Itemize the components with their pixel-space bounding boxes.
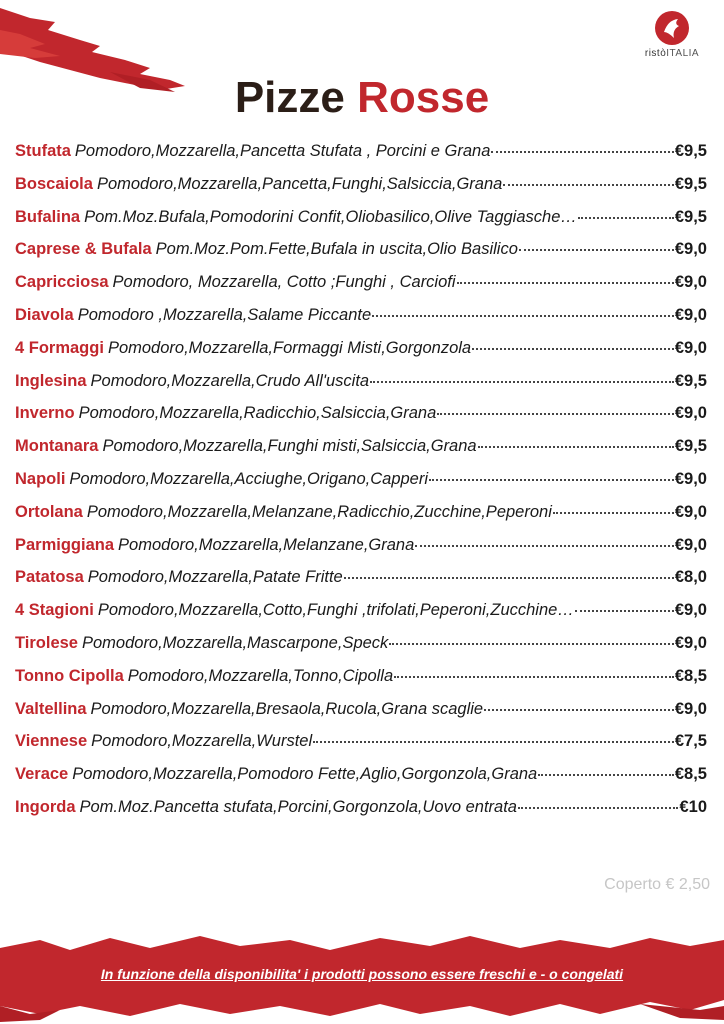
menu-item bbox=[15, 667, 707, 700]
menu-item-description: Pomodoro,Mozzarella,Acciughe,Origano,Capperi bbox=[69, 469, 429, 488]
leader-dots bbox=[478, 445, 674, 448]
menu-item-name: Napoli bbox=[15, 469, 66, 488]
menu-item-name: Tonno Cipolla bbox=[15, 666, 124, 685]
menu-item-description: Pomodoro,Mozzarella,Radicchio,Salsiccia,Grana bbox=[78, 404, 437, 423]
page-title bbox=[0, 68, 724, 128]
menu-item-description: Pomodoro,Mozzarella,Tonno,Cipolla bbox=[127, 666, 394, 685]
menu-item-price: €9,5 bbox=[674, 142, 707, 160]
menu-item bbox=[15, 306, 707, 339]
menu-item bbox=[15, 798, 707, 831]
menu-item bbox=[15, 536, 707, 569]
menu-item-name: Boscaiola bbox=[15, 174, 93, 193]
menu-item-price: €9,0 bbox=[674, 469, 707, 488]
menu-item bbox=[15, 437, 707, 470]
cover-charge: Coperto € 2,50 bbox=[604, 876, 710, 893]
availability-notice: In funzione della disponibilita' i prodotti possono essere freschi e - o congelati bbox=[100, 966, 624, 982]
leader-dots bbox=[553, 511, 674, 514]
leader-dots bbox=[519, 248, 674, 251]
menu-item-price: €9,0 bbox=[674, 273, 707, 292]
menu-item-name: Inglesina bbox=[15, 371, 87, 390]
leader-dots bbox=[503, 183, 674, 186]
menu-item-name: Diavola bbox=[15, 305, 74, 324]
menu-item-name: Stufata bbox=[15, 142, 71, 160]
leader-dots bbox=[491, 150, 673, 153]
leader-dots bbox=[370, 380, 674, 383]
menu-item-description: Pomodoro,Mozzarella,Formaggi Misti,Gorgonzola bbox=[107, 338, 472, 357]
menu-item bbox=[15, 634, 707, 667]
menu-item-description: Pomodoro,Mozzarella,Melanzane,Radicchio,Zucchine,Peperoni bbox=[86, 502, 552, 521]
menu-item bbox=[15, 208, 707, 241]
menu-item-name: 4 Stagioni bbox=[15, 601, 94, 620]
menu-item-description: Pomodoro,Mozzarella,Melanzane,Grana bbox=[118, 535, 415, 554]
logo-text: ristòITALIA bbox=[644, 48, 700, 59]
menu-item-description: Pomodoro,Mozzarella,Patate Fritte bbox=[87, 568, 343, 587]
leader-dots bbox=[484, 708, 674, 711]
menu-item-name: Bufalina bbox=[15, 207, 81, 226]
menu-item-name: Tirolese bbox=[15, 633, 78, 652]
leader-dots bbox=[313, 740, 674, 743]
menu-item bbox=[15, 175, 707, 208]
pizza-menu-list bbox=[15, 142, 707, 831]
menu-item-price: €9,0 bbox=[674, 404, 707, 423]
menu-item-description: Pomodoro,Mozzarella,Pomodoro Fette,Aglio,Gorgonzola,Grana bbox=[72, 765, 538, 784]
menu-item bbox=[15, 470, 707, 503]
leader-dots bbox=[457, 281, 674, 284]
menu-item-name: Valtellina bbox=[15, 699, 87, 718]
menu-item-name: Montanara bbox=[15, 437, 99, 456]
menu-item-description: Pomodoro ,Mozzarella,Salame Piccante bbox=[77, 305, 372, 324]
logo-emblem-icon bbox=[652, 8, 692, 48]
menu-item-name: Inverno bbox=[15, 404, 75, 423]
menu-item bbox=[15, 142, 707, 175]
menu-item-name: Patatosa bbox=[15, 568, 84, 587]
menu-item-description: Pomodoro,Mozzarella,Crudo All'uscita bbox=[90, 371, 370, 390]
title-word-pizze: Pizze bbox=[234, 73, 345, 122]
menu-item-price: €8,5 bbox=[674, 666, 707, 685]
menu-item-price: €9,0 bbox=[674, 699, 707, 718]
menu-item-price: €9,0 bbox=[674, 633, 707, 652]
menu-item bbox=[15, 273, 707, 306]
menu-item-description: Pomodoro, Mozzarella, Cotto ;Funghi , Carciofi bbox=[112, 273, 456, 292]
ristoitalia-logo bbox=[632, 8, 712, 68]
menu-item bbox=[15, 372, 707, 405]
menu-item-price: €9,5 bbox=[674, 371, 707, 390]
menu-item bbox=[15, 339, 707, 372]
leader-dots bbox=[472, 347, 674, 350]
menu-item-price: €9,5 bbox=[674, 207, 707, 226]
menu-item-price: €7,5 bbox=[674, 732, 707, 751]
menu-item bbox=[15, 700, 707, 733]
menu-item-description: Pom.Moz.Pancetta stufata,Porcini,Gorgonzola,Uovo entrata bbox=[79, 797, 517, 816]
menu-item bbox=[15, 568, 707, 601]
menu-item-name: Caprese & Bufala bbox=[15, 240, 152, 259]
menu-item-price: €8,5 bbox=[674, 765, 707, 784]
menu-item bbox=[15, 240, 707, 273]
leader-dots bbox=[372, 314, 674, 317]
leader-dots bbox=[578, 216, 674, 219]
menu-item-name: Verace bbox=[15, 765, 69, 784]
menu-item bbox=[15, 732, 707, 765]
menu-item-description: Pomodoro,Mozzarella,Pancetta Stufata , Porcini e Grana bbox=[74, 142, 491, 160]
leader-dots bbox=[437, 412, 674, 415]
leader-dots bbox=[538, 773, 674, 776]
menu-item-description: Pomodoro,Mozzarella,Mascarpone,Speck bbox=[81, 633, 389, 652]
menu-item-description: Pomodoro,Mozzarella,Wurstel bbox=[91, 732, 313, 751]
leader-dots bbox=[389, 642, 674, 645]
menu-item-name: Ortolana bbox=[15, 502, 83, 521]
menu-item bbox=[15, 503, 707, 536]
menu-item-price: €9,0 bbox=[674, 601, 707, 620]
menu-item-price: €9,5 bbox=[674, 174, 707, 193]
menu-item-name: Ingorda bbox=[15, 797, 76, 816]
menu-item-price: €9,5 bbox=[674, 437, 707, 456]
menu-item bbox=[15, 404, 707, 437]
menu-item-price: €10 bbox=[679, 797, 707, 816]
menu-item-description: Pomodoro,Mozzarella,Funghi misti,Salsiccia,Grana bbox=[102, 437, 477, 456]
menu-item-price: €9,0 bbox=[674, 240, 707, 259]
menu-item-price: €8,0 bbox=[674, 568, 707, 587]
menu-item-description: Pom.Moz.Bufala,Pomodorini Confit,Oliobasilico,Olive Taggiasche… bbox=[84, 207, 577, 226]
menu-item-name: Parmiggiana bbox=[15, 535, 115, 554]
leader-dots bbox=[394, 675, 674, 678]
menu-item-price: €9,0 bbox=[674, 502, 707, 521]
menu-item-description: Pomodoro,Mozzarella,Cotto,Funghi ,trifolati,Peperoni,Zucchine… bbox=[97, 601, 574, 620]
leader-dots bbox=[344, 576, 674, 579]
leader-dots bbox=[429, 478, 674, 481]
title-word-rosse: Rosse bbox=[357, 73, 490, 122]
menu-item-price: €9,0 bbox=[674, 338, 707, 357]
menu-item bbox=[15, 765, 707, 798]
leader-dots bbox=[518, 806, 678, 809]
menu-item-description: Pom.Moz.Pom.Fette,Bufala in uscita,Olio Basilico bbox=[155, 240, 518, 259]
leader-dots bbox=[415, 544, 674, 547]
menu-item-name: Viennese bbox=[15, 732, 88, 751]
menu-item-price: €9,0 bbox=[674, 305, 707, 324]
menu-item-description: Pomodoro,Mozzarella,Pancetta,Funghi,Salsiccia,Grana bbox=[96, 174, 503, 193]
menu-item-price: €9,0 bbox=[674, 535, 707, 554]
leader-dots bbox=[575, 609, 674, 612]
menu-item bbox=[15, 601, 707, 634]
menu-item-name: Capricciosa bbox=[15, 273, 109, 292]
menu-item-description: Pomodoro,Mozzarella,Bresaola,Rucola,Grana scaglie bbox=[90, 699, 484, 718]
menu-item-name: 4 Formaggi bbox=[15, 338, 104, 357]
